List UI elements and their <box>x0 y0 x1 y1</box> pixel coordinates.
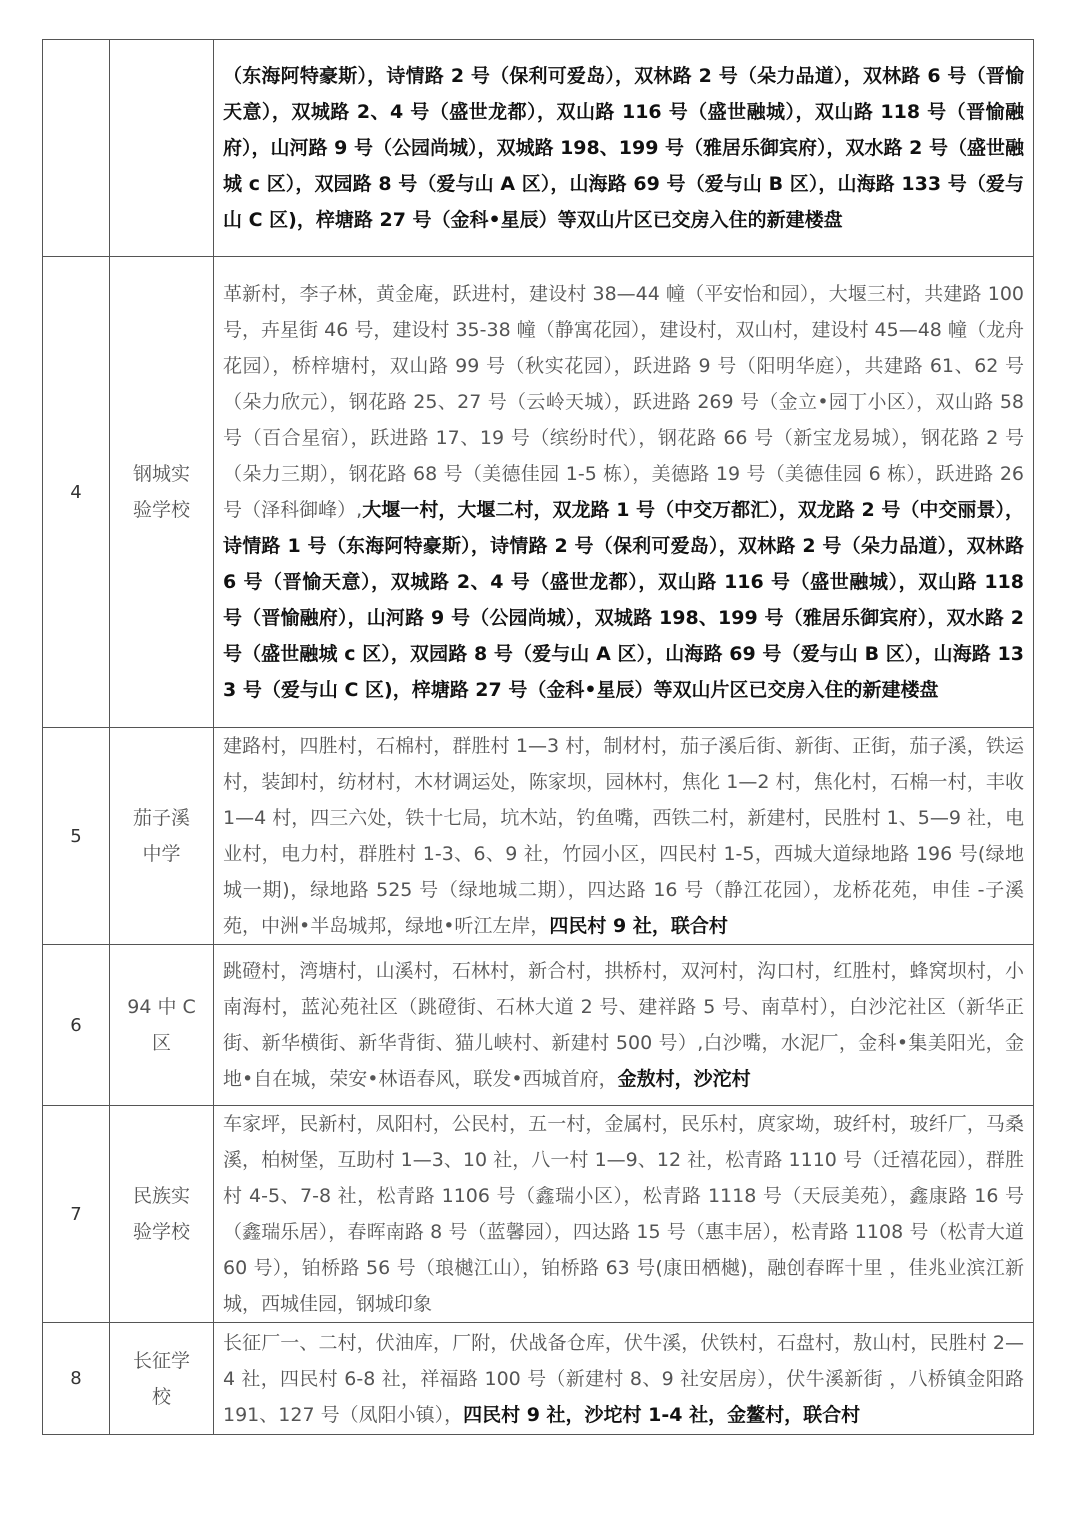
school-name: 94 中 C 区 <box>110 945 214 1106</box>
row-number: 6 <box>43 945 110 1106</box>
area-text: 长征厂一、二村，伏油库，厂附，伏战备仓库，伏牛溪，伏铁村，石盘村，敖山村，民胜村 2—4 社，四民村 6-8 社，祥福路 100 号（新建村 8、9 社安居房），伏牛溪新街 ，八桥镇金阳路 191、127 号（凤阳小镇）， <box>223 1331 1024 1426</box>
table-row <box>43 40 1034 257</box>
table-row <box>43 945 1034 1106</box>
school-district-table <box>42 39 1034 1435</box>
highlighted-area-text: 四民村 9 社，联合村 <box>549 915 728 937</box>
row-number: 8 <box>43 1323 110 1435</box>
area-text: 革新村，李子林，黄金庵，跃进村，建设村 38—44 幢（平安怡和园），大堰三村，共建路 100 号，卉星街 46 号，建设村 35-38 幢（静寓花园），建设村，双山村，建设村 45—48 幢（龙舟花园），桥梓塘村，双山路 99 号（秋实花园），跃进路 9 号（阳明华庭），共建路 61、62 号（朵力欣元），钢花路 25、27 号（云岭天城），跃进路 269 号（金立•园丁小区），双山路 58 号（百合星宿），跃进路 17、19 号（缤纷时代），钢花路 66 号（新宝龙易城），钢花路 2 号（朵力三期），钢花路 68 号（美德佳园 1-5 栋），美德路 19 号（美德佳园 6 栋），跃进路 26 号（泽科御峰）, <box>223 283 1024 521</box>
school-name: 钢城实验学校 <box>110 257 214 728</box>
district-content <box>214 257 1034 728</box>
table-row <box>43 1106 1034 1323</box>
district-content <box>214 728 1034 945</box>
school-name: 茄子溪中学 <box>110 728 214 945</box>
school-name: 民族实验学校 <box>110 1106 214 1323</box>
district-content <box>214 1106 1034 1323</box>
area-text: 建路村，四胜村，石棉村，群胜村 1—3 村，制材村，茄子溪后街、新街、正街，茄子溪，铁运村，装卸村，纺材村，木材调运处，陈家坝，园林村，焦化 1—2 村，焦化村，石棉一村，丰收 1—4 村，四三六处，铁十七局，坑木站，钓鱼嘴，西铁二村，新建村，民胜村 1、5—9 社，电业村，电力村，群胜村 1-3、6、9 社，竹园小区，四民村 1-5，西城大道绿地路 196 号(绿地城一期)，绿地路 525 号（绿地城二期），四达路 16 号（静江花园），龙桥花苑，申佳 -子溪苑，中洲•半岛城邦，绿地•听江左岸， <box>223 735 1024 937</box>
row-number: 7 <box>43 1106 110 1323</box>
highlighted-area-text: 四民村 9 社，沙坨村 1-4 社，金鳌村，联合村 <box>463 1403 861 1426</box>
area-text: 车家坪，民新村，凤阳村，公民村，五一村，金属村，民乐村，庹家坳，玻纤村，玻纤厂，马桑溪，柏树堡，互助村 1—3、10 社，八一村 1—9、12 社，松青路 1110 号（迁禧花园），群胜村 4-5、7-8 社，松青路 1106 号（鑫瑞小区），松青路 1118 号（天辰美苑），鑫康路 16 号（鑫瑞乐居），春晖南路 8 号（蓝馨园），四达路 15 号（惠丰居），松青路 1108 号（松青大道 60 号），铂桥路 56 号（琅樾江山），铂桥路 63 号(康田栖樾)，融创春晖十里 ，佳兆业滨江新城，西城佳园，钢城印象 <box>223 1113 1024 1315</box>
table-row <box>43 728 1034 945</box>
table-row <box>43 257 1034 728</box>
district-content <box>214 1323 1034 1435</box>
district-content <box>214 945 1034 1106</box>
highlighted-area-text: 大堰一村，大堰二村，双龙路 1 号（中交万都汇），双龙路 2 号（中交丽景），诗情路 1 号（东海阿特豪斯），诗情路 2 号（保利可爱岛），双林路 2 号（朵力品道），双林路 6 号（晋愉天意），双城路 2、4 号（盛世龙都），双山路 116 号（盛世融城），双山路 118 号（晋愉融府），山河路 9 号（公园尚城），双城路 198、199 号（雅居乐御宾府），双水路 2 号（盛世融城 c 区），双园路 8 号（爱与山 A 区），山海路 69 号（爱与山 B 区），山海路 133 号（爱与山 C 区)，梓塘路 27 号（金科•星辰）等双山片区已交房入住的新建楼盘 <box>223 499 1025 701</box>
row-number: 5 <box>43 728 110 945</box>
highlighted-area-text: 金敖村，沙沱村 <box>617 1068 751 1090</box>
school-name: 长征学校 <box>110 1323 214 1435</box>
row-number <box>43 40 110 257</box>
row-number: 4 <box>43 257 110 728</box>
district-content <box>214 40 1034 257</box>
table-row <box>43 1323 1034 1435</box>
highlighted-area-text: （东海阿特豪斯），诗情路 2 号（保利可爱岛），双林路 2 号（朵力品道），双林路 6 号（晋愉天意），双城路 2、4 号（盛世龙都），双山路 116 号（盛世融城），双山路 118 号（晋愉融府），山河路 9 号（公园尚城），双城路 198、199 号（雅居乐御宾府），双水路 2 号（盛世融城 c 区），双园路 8 号（爱与山 A 区），山海路 69 号（爱与山 B 区），山海路 133 号（爱与山 C 区)，梓塘路 27 号（金科•星辰）等双山片区已交房入住的新建楼盘 <box>223 65 1024 231</box>
school-name <box>110 40 214 257</box>
area-text: 跳磴村，湾塘村，山溪村，石林村，新合村，拱桥村，双河村，沟口村，红胜村，蜂窝坝村，小南海村，蓝沁苑社区（跳磴街、石林大道 2 号、建祥路 5 号、南草村），白沙沱社区（新华正街、新华横街、新华背街、猫儿峡村、新建村 500 号）,白沙嘴，水泥厂，金科•集美阳光，金地•自在城，荣安•林语春风，联发•西城首府， <box>223 960 1024 1090</box>
